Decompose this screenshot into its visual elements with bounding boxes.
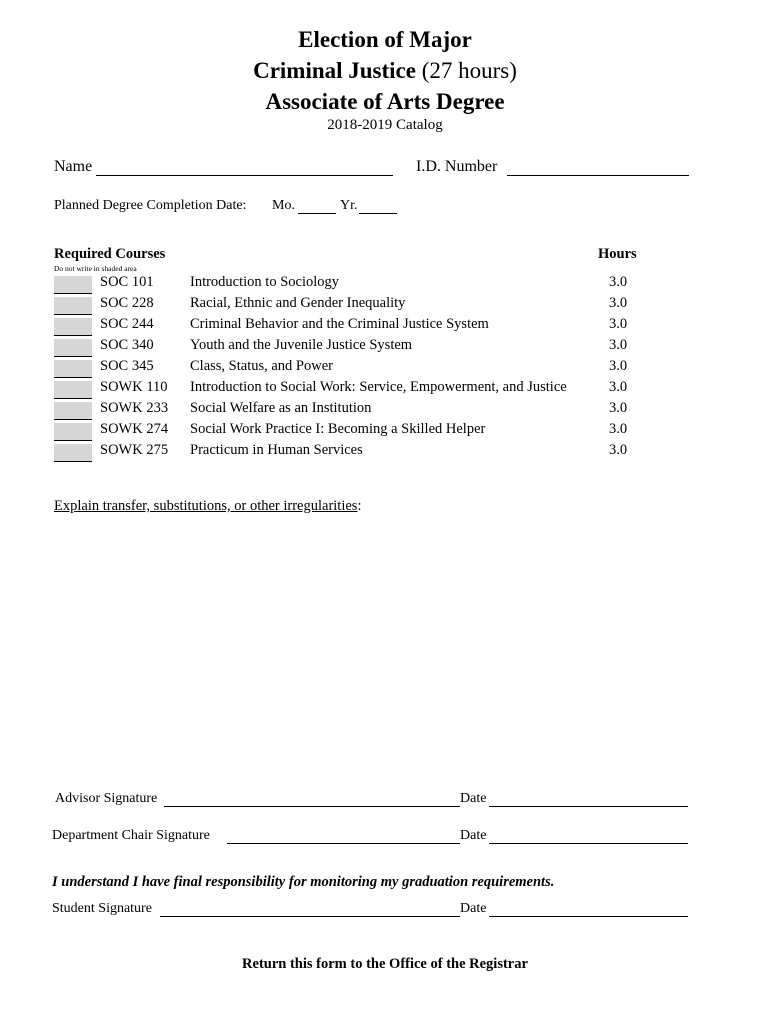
course-row [54, 358, 654, 379]
course-code: SOWK 275 [100, 442, 169, 458]
id-number-field[interactable] [507, 175, 689, 176]
shaded-box [54, 381, 92, 399]
course-hours: 3.0 [609, 316, 628, 332]
course-name: Introduction to Sociology [190, 274, 340, 290]
major-title [0, 57, 770, 85]
course-code: SOWK 110 [100, 379, 168, 395]
advisor-signature-field[interactable] [164, 806, 460, 807]
course-row [54, 316, 654, 337]
name-field[interactable] [96, 175, 393, 176]
major-hours: (27 hours) [421, 58, 517, 83]
course-name: Social Welfare as an Institution [190, 400, 372, 416]
course-name: Practicum in Human Services [190, 442, 363, 458]
month-field[interactable] [298, 213, 336, 214]
course-name: Introduction to Social Work: Service, Empowerment, and Justice [190, 379, 567, 395]
student-date-field[interactable] [489, 916, 688, 917]
return-instruction: Return this form to the Office of the Registrar [242, 956, 528, 972]
course-name: Youth and the Juvenile Justice System [190, 337, 413, 353]
advisor-signature-label: Advisor Signature [55, 791, 158, 806]
course-row [54, 400, 654, 421]
year-field[interactable] [359, 213, 397, 214]
course-code: SOWK 233 [100, 400, 169, 416]
shaded-box [54, 276, 92, 294]
explain-colon: : [357, 498, 362, 514]
student-signature-label: Student Signature [52, 901, 152, 916]
student-signature-field[interactable] [160, 916, 460, 917]
shaded-box [54, 423, 92, 441]
course-hours: 3.0 [609, 358, 628, 374]
chair-signature-label: Department Chair Signature [52, 828, 210, 843]
course-name: Racial, Ethnic and Gender Inequality [190, 295, 406, 311]
name-label: Name [54, 158, 93, 175]
course-name: Criminal Behavior and the Criminal Justice System [190, 316, 489, 332]
shaded-box [54, 297, 92, 315]
explain-label: Explain transfer, substitutions, or other irregularities [54, 498, 358, 514]
course-hours: 3.0 [609, 400, 628, 416]
catalog-year: 2018-2019 Catalog [327, 117, 443, 133]
course-name: Class, Status, and Power [190, 358, 333, 374]
course-row [54, 442, 654, 463]
month-label: Mo. [272, 198, 295, 213]
shaded-area-note: Do not write in shaded area [54, 264, 137, 273]
responsibility-statement: I understand I have final responsibility for monitoring my graduation requirements. [52, 874, 555, 890]
chair-date-field[interactable] [489, 843, 688, 844]
course-code: SOC 345 [100, 358, 154, 374]
shaded-box [54, 360, 92, 378]
course-row [54, 421, 654, 442]
required-courses-heading: Required Courses [54, 246, 166, 262]
course-code: SOC 101 [100, 274, 154, 290]
advisor-date-field[interactable] [489, 806, 688, 807]
advisor-date-label: Date [460, 791, 487, 806]
course-hours: 3.0 [609, 379, 628, 395]
course-row [54, 274, 654, 295]
shaded-box [54, 318, 92, 336]
major-name: Criminal Justice [253, 58, 416, 83]
shaded-box [54, 444, 92, 462]
student-date-label: Date [460, 901, 487, 916]
course-name: Social Work Practice I: Becoming a Skilled Helper [190, 421, 486, 437]
course-code: SOWK 274 [100, 421, 169, 437]
course-hours: 3.0 [609, 442, 628, 458]
course-code: SOC 228 [100, 295, 154, 311]
course-hours: 3.0 [609, 274, 628, 290]
form-title: Election of Major [298, 27, 472, 52]
course-hours: 3.0 [609, 421, 628, 437]
course-row [54, 337, 654, 358]
explain-section [54, 498, 361, 515]
course-code: SOC 244 [100, 316, 154, 332]
course-code: SOC 340 [100, 337, 154, 353]
course-hours: 3.0 [609, 295, 628, 311]
chair-signature-field[interactable] [227, 843, 460, 844]
degree-title: Associate of Arts Degree [265, 89, 505, 114]
explain-area[interactable] [54, 522, 694, 782]
chair-date-label: Date [460, 828, 487, 843]
id-number-label: I.D. Number [416, 158, 498, 175]
course-hours: 3.0 [609, 337, 628, 353]
shaded-box [54, 339, 92, 357]
hours-heading: Hours [598, 246, 637, 262]
course-row [54, 379, 654, 400]
year-label: Yr. [340, 198, 358, 213]
shaded-box [54, 402, 92, 420]
completion-date-label: Planned Degree Completion Date: [54, 198, 247, 213]
course-row [54, 295, 654, 316]
